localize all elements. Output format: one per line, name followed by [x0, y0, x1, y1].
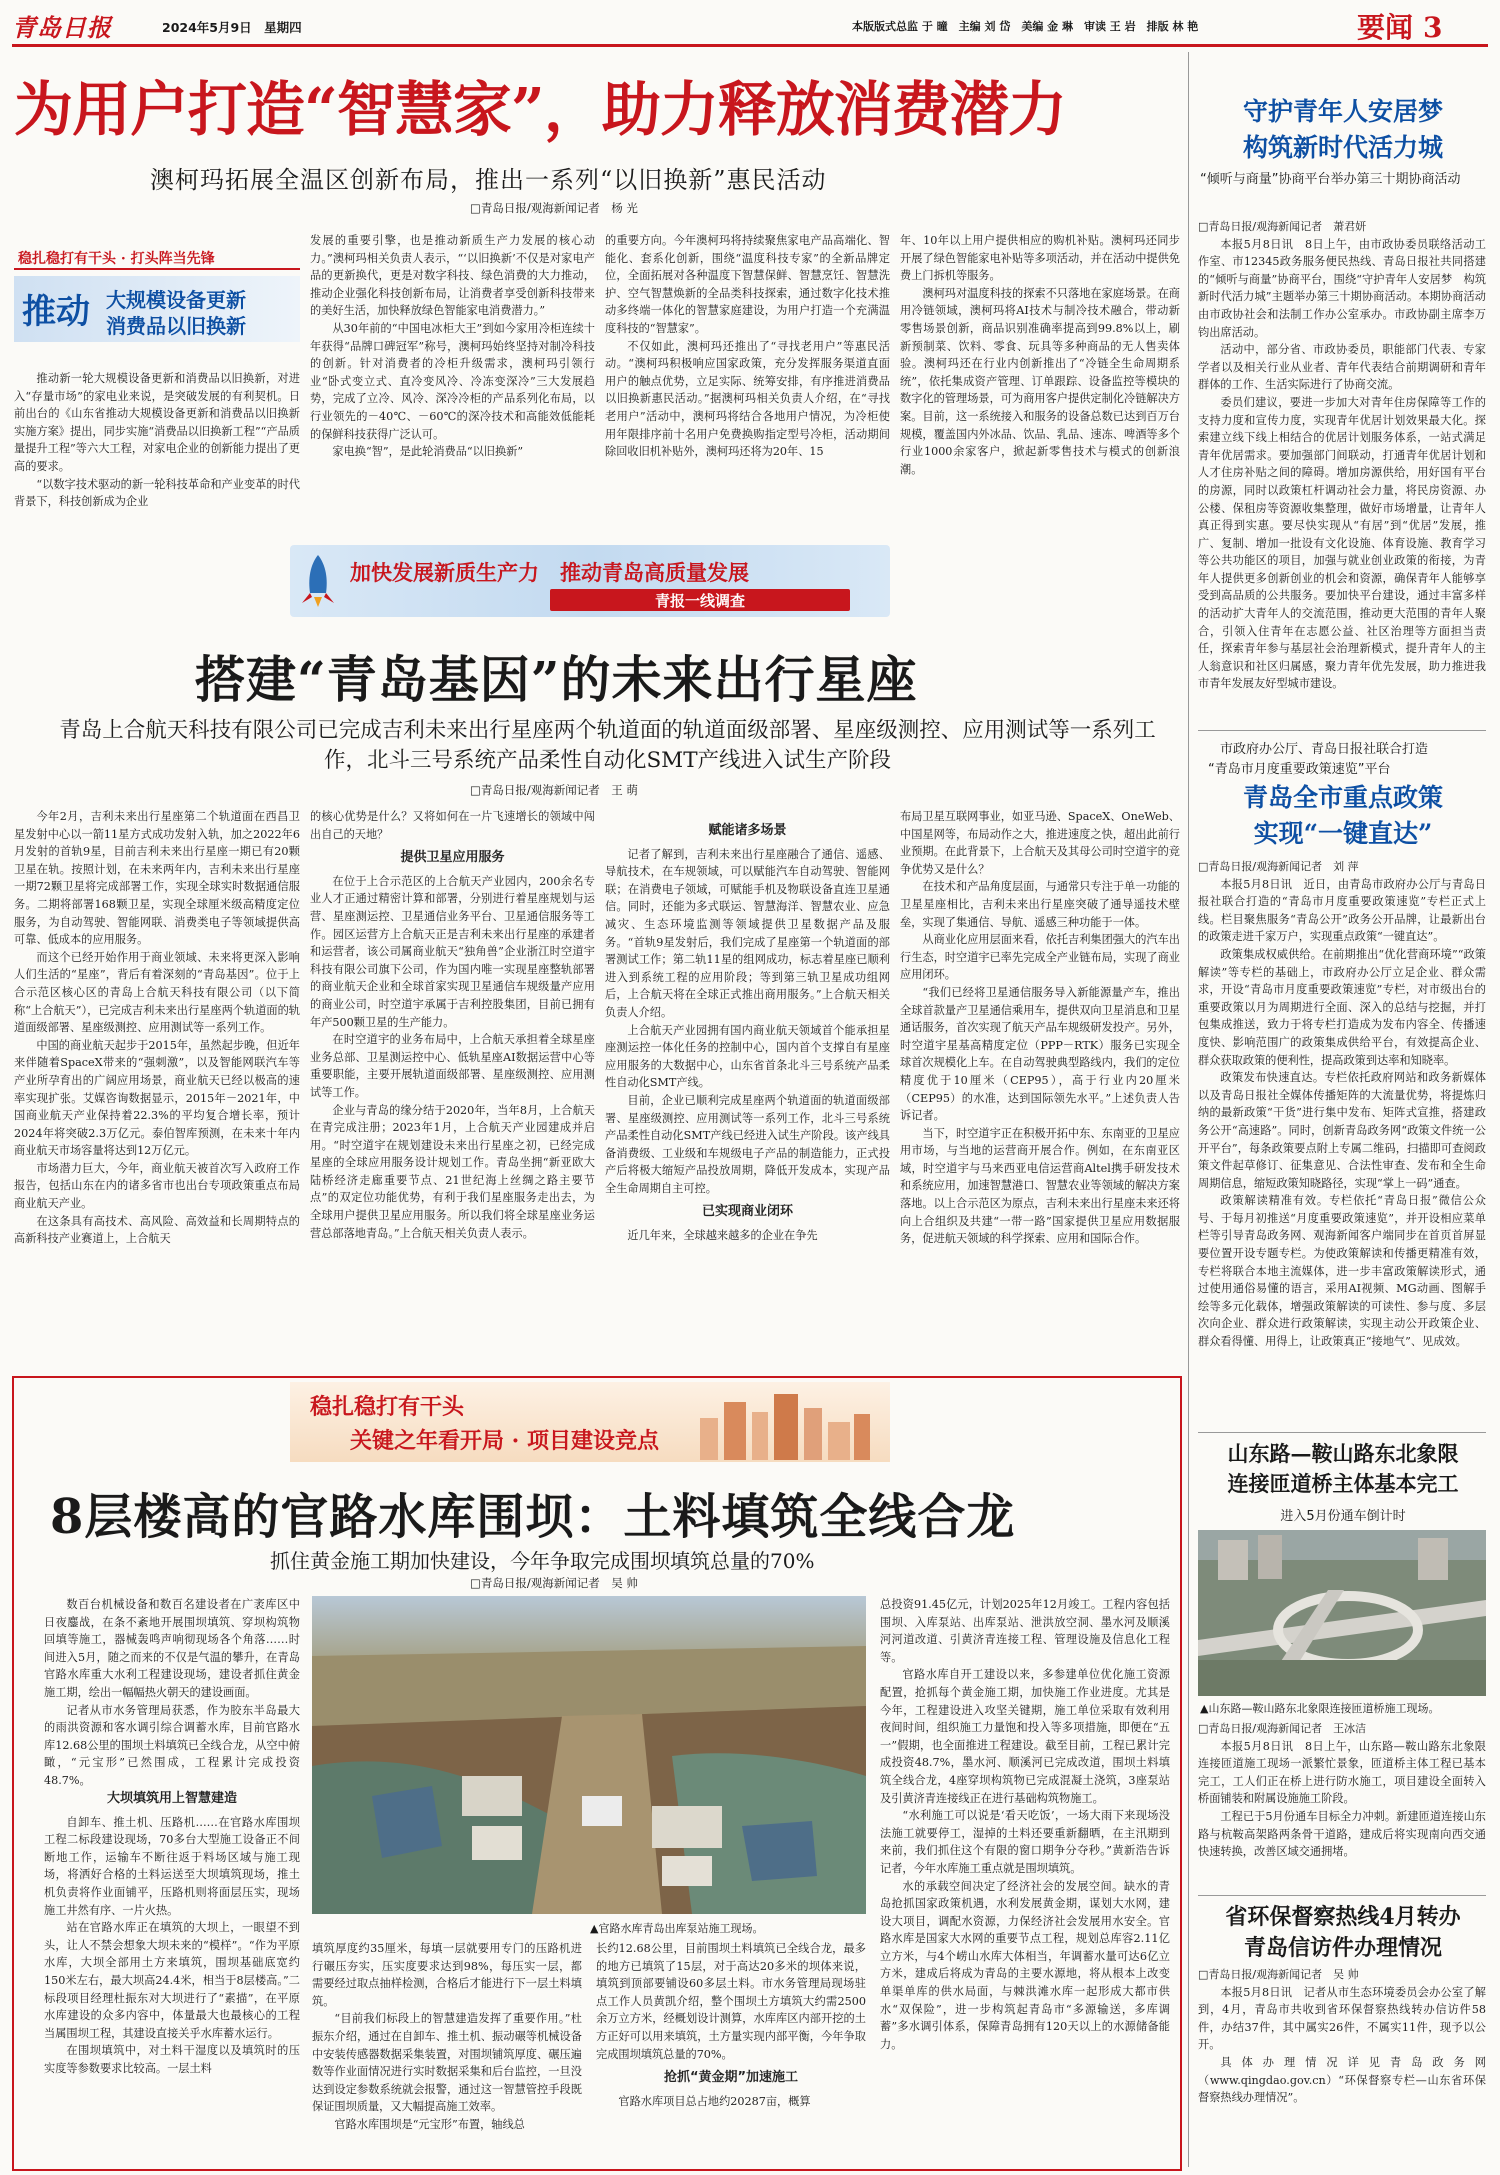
paragraph: 本报5月8日讯 8日上午，由市政协委员联络活动工作室、市12345政务服务便民热线、青岛日报社共同搭建的“倾听与商量”协商平台，围绕“守护青年人安居梦 构筑新时代活力城”主题举办第三十期协商活动。本期协商活动由市政协社会和法制工作办公室承办。市政协副主席李万钧出席活动。 [1198, 237, 1486, 339]
paragraph: 记者了解到，吉利未来出行星座融合了通信、遥感、导航技术，在车规领域，可以赋能汽车自动驾驶、智能网联；在消费电子领域，可赋能手机及物联设备直连卫星通信。同时，还能为多式联运、智慧海洋、智慧农业、应急减灾、生态环境监测等领域提供卫星数据产品及服务。“首轨9星发射后，我们完成了星座第一个轨道面的部署测试工作；第二轨11星的组网成功，标志着星座已顺利进入到系统工程的应用阶段；等到第三轨卫星成功组网后，上合航天将在全球正式推出商用服务。”上合航天相关负责人介绍。 [605, 847, 890, 1019]
paragraph: 从商业化应用层面来看，依托吉利集团强大的汽车出行生态，时空道宇已率先完成全产业链布局，实现了商业应用闭环。 [900, 933, 1180, 982]
paragraph: 不仅如此，澳柯玛还推出了“寻找老用户”等惠民活动。“澳柯玛积极响应国家政策，充分发挥服务渠道直面用户的触点优势，立足实际、统筹安排，有序推进消费品以旧换新惠民活动。”据澳柯玛相关负责人介绍，在“寻找老用户”活动中，澳柯玛将结合各地用户情况，为冷柜使用年限排序前十名用户免费换购指定型号冷柜，活动期间除回收旧机补贴外，澳柯玛还将为20年、15 [605, 339, 890, 459]
paragraph: 的重要方向。今年澳柯玛将持续聚焦家电产品高端化、智能化、套系化创新，围绕“温度科技专家”的全新品牌定位，全面拓展对各种温度下智慧保鲜、智慧烹饪、智慧洗护、空气智慧焕新的全品类科技探索，通过数字化技术推动多终端一体化的智慧家庭建设，为用户打造一个充满温度科技的“智慧家”。 [605, 234, 890, 335]
paragraph: 今年2月，吉利未来出行星座第二个轨道面在西昌卫星发射中心以一箭11星方式成功发射入轨，加之2022年6月发射的首轨9星，目前吉利未来出行星座一期已有20颗卫星在轨。按照计划，在未来两年内，吉利未来出行星座一期72颗卫星将完成部署工作，实现全球实时数据通信服务。二期将部署168颗卫星，实现全球厘米级高精度定位服务，为自动驾驶、智能网联、消费类电子等领域提供高可靠、低成本的应用服务。 [14, 810, 300, 947]
s2-subheadline: 青岛上合航天科技有限公司已完成吉利未来出行星座两个轨道面的轨道面级部署、星座级测控、应用测试等一系列工作，北斗三号系统产品柔性自动化SMT产线进入试生产阶段 [59, 718, 1156, 773]
banner-line-1: 大规模设备更新 [106, 288, 246, 312]
main-col-1 [14, 370, 300, 530]
paragraph: 家电换“智”，是此轮消费品“以旧换新” [332, 445, 524, 459]
main-col-4 [900, 232, 1180, 532]
paragraph: 近几年来，全球越来越多的企业在争先 [627, 1229, 818, 1243]
byline: □青岛日报/观海新闻记者 萧君妍 [1198, 220, 1367, 233]
paragraph: 水的承载空间决定了经济社会的发展空间。缺水的青岛抢抓国家政策机遇，水利发展黄金期，谋划大水网，建设大项目，调配水资源，力保经济社会发展用水安全。官路水库是国家大水网的重要节点工程，规划总库容2.11亿立方米，与4个崂山水库大体相当，年调蓄水量可达6亿立方米，建成后将成为青岛的主要水源地，将从根本上改变单渠单库的供水局面，与棘洪滩水库一起形成大都市供水“双保险”，进一步构筑起青岛市“多源输送，多库调蓄”多水调引体系，保障青岛拥有120天以上的水源储备能力。 [880, 1879, 1170, 2051]
byline: □青岛日报/观海新闻记者 刘 萍 [1198, 860, 1359, 873]
paragraph: 记者从市水务管理局获悉，作为胶东半岛最大的雨洪资源和客水调引综合调蓄水库，目前官路水库12.68公里的围坝土料填筑已全线合龙，从空中俯瞰，“元宝形”已然围成，工程累计完成投资48.7%。 [44, 1703, 300, 1787]
header-rule [12, 44, 1488, 47]
s3-col-1-top [44, 1596, 300, 1787]
paragraph: 在位于上合示范区的上合航天产业园内，200余名专业人才正通过精密计算和部署，分别进行着星座规划与运营、星座测运控、卫星通信业务平台、卫星通信服务等工作。园区运营方上合航天正是吉利未来出行星座的承建者和运营者，该公司属商业航天“独角兽”企业浙江时空道宇科技有限公司旗下公司，作为国内唯一实现星座整轨部署的商业航天企业和全球首家实现卫星通信车规级量产应用的商业公司，时空道宇承属于吉利控股集团，目前已拥有年产500颗卫星的生产能力。 [310, 874, 595, 1029]
paragraph: 具体办理情况详见青岛政务网（www.qingdao.gov.cn）“环保督察专栏—山东省环保督察热线办理情况”。 [1198, 2055, 1486, 2105]
paragraph: 本报5月8日讯 近日，由青岛市政府办公厅与青岛日报社联合打造的“青岛市月度重要政策速览”专栏正式上线。栏目聚焦服务“青岛公开”政务公开品牌，让最新出台的政策走进千家万户，实现重点政策“一键直达”。 [1198, 877, 1486, 944]
paragraph: 在围坝填筑中，对土料干湿度以及填筑时的压实度等参数要求比较高。一层土料 [44, 2044, 300, 2075]
subheading: 已实现商业闭环 [701, 1204, 793, 1220]
paragraph: 委员们建议，要进一步加大对青年住房保障等工作的支持力度和宣传力度，实现青年优居计划效果最大化。探索建立线下线上相结合的优居计划服务体系，一站式满足青年优居需求。要加强部门间联动，打通青年优居计划和人才住房补贴之间的障碍。增加房源供给，用好国有平台的房源，同时以政策杠杆调动社会力量，将民房资源、办公楼、保租房等资源收集整理，做好市场增量，让青年人真正得到实惠。要尽快实现从“有居”到“优居”发展，推广、复制、增加一批设有文化设施、体育设施、教育学习等公共功能区的项目，加强与就业创业政策的衔接，为青年人提供更多创新创业的机会和资源，确保青年人能够享受到高品质的公共服务。要加快平台建设，通过丰富多样的活动扩大青年人的交流范围，推动更大范围的青年人聚合，引领入住青年在志愿公益、社区治理等方面担当责任，探索青年参与基层社会治理新模式，提升青年人的主人翁意识和社区归属感，聚力青年优先发展，助力推进我市青年发展友好型城市建设。 [1198, 395, 1486, 691]
building-skyline-graphic [690, 1388, 880, 1460]
title-line: 省环保督察热线4月转办 [1225, 1904, 1461, 1930]
paragraph: 官路水库自开工建设以来，多参建单位优化施工资源配置，抢抓每个黄金施工期，加快施工作业进度。尤其是今年，工程建设进入攻坚关键期，施工单位采取有效利用夜间时间，组织施工力量饱和投入等多项措施，即便在“五一”假期，也全面推进工程建设。截至目前，工程已累计完成投资48.7%，墨水河、顺溪河已完成改道，围坝土料填筑全线合龙，4座穿坝构筑物已完成混凝土浇筑，3座泵站及引黄济青连接线正在进行基础构筑物施工。 [880, 1668, 1170, 1805]
s3-banner [290, 1380, 890, 1470]
right-article-4-title [1198, 1900, 1488, 1962]
paragraph: 年、10年以上用户提供相应的购机补贴。澳柯玛还同步开展了绿色智能家电补贴等多项活动，并在活动中提供免费上门拆机等服务。 [900, 234, 1180, 283]
paragraph: 本报5月8日讯 8日上午，山东路—鞍山路东北象限连接匝道施工现场一派繁忙景象，匝道桥主体工程已基本完工，工人们正在桥上进行防水施工，项目建设全面转入桥面铺装和附属设施施工阶段。 [1198, 1739, 1486, 1806]
policy-banner [14, 248, 300, 364]
s3-subheadline: 抓住黄金施工期加快建设，今年争取完成围坝填筑总量的70% [270, 1549, 815, 1573]
right-column-divider [1188, 52, 1189, 2167]
s3-byline: □青岛日报/观海新闻记者 吴 帅 [470, 1576, 638, 1590]
title-line: 守护青年人安居梦 [1242, 97, 1443, 126]
paragraph: 市场潜力巨大，今年，商业航天被首次写入政府工作报告，包括山东在内的诸多省市也出台专项政策重点布局商业航天产业。 [14, 1161, 300, 1211]
s2-col-3 [605, 822, 890, 1368]
right-article-1-title [1198, 92, 1488, 164]
s3-col-1-bottom [44, 1790, 300, 2165]
right-article-2-title [1198, 778, 1488, 850]
paragraph: 活动中，部分省、市政协委员，职能部门代表、专家学者以及相关行业从业者、青年代表结合前期调研和青年群体的工作、生活实际进行了协商交流。 [1198, 343, 1486, 392]
paragraph: 填筑厚度约35厘米，每填一层就要用专门的压路机进行碾压夯实，压实度要求达到98%，每压实一层，都需要经过取点抽样检测，合格后才能进行下一层土料填筑。 [312, 1942, 582, 2008]
reservoir-construction-photo [312, 1596, 866, 1914]
title-line: 连接匝道桥主体基本完工 [1227, 1471, 1459, 1496]
paragraph: 从30年前的“中国电冰柜大王”到如今家用冷柜连续十年获得“品牌口碑冠军”称号，澳柯玛始终坚持对制冷科技的创新。针对消费者的冷柜升级需求，澳柯玛引领行业“卧式变立式、直冷变风冷、冷冻变深冷”三大发展趋势，完成了立冷、风冷、深冷冷柜的产品系列化布局，以行业领先的－40℃、－60℃的深冷技术和高能效低能耗的保鲜科技获得广泛认可。 [310, 321, 595, 441]
photo-caption: ▲官路水库青岛出库泵站施工现场。 [590, 1922, 764, 1935]
byline: □青岛日报/观海新闻记者 王冰洁 [1198, 1722, 1367, 1735]
s2-banner [290, 545, 890, 625]
editorial-staff: 本版版式总监 于 曈 主编 刘 岱 美编 金 琳 审读 王 岩 排版 林 艳 [852, 20, 1199, 33]
byline: □青岛日报/观海新闻记者 吴 帅 [1198, 1968, 1359, 1981]
banner-kicker: 稳扎稳打有干头 · 打头阵当先锋 [18, 251, 215, 267]
right-article-2-kicker-1: 市政府办公厅、青岛日报社联合打造 [1220, 742, 1429, 757]
s2-col-2 [310, 808, 595, 1368]
newspaper-logo: 青岛日报 [12, 13, 112, 42]
paragraph: 自卸车、推土机、压路机……在官路水库围坝工程二标段建设现场，70多台大型施工设备正不间断地工作，运输车不断往返于料场区域与施工现场，将洒好合格的土料运送至大坝填筑现场，推土机负责将作业面铺平，压路机则将面层压实，现场施工井然有序、一片火热。 [44, 1815, 300, 1917]
ramp-bridge-photo [1198, 1530, 1486, 1696]
paragraph: 官路水库围坝是“元宝形”布置，轴线总 [334, 2117, 525, 2131]
paragraph: “我们已经将卫星通信服务导入新能源量产车，推出全球首款量产卫星通信乘用车，提供双向卫星消息和卫星通话服务，首次实现了航天产品车规级研发投产。另外，时空道宇星基高精度定位（PPP－RTK）服务已实现全球首次规模化上车。在自动驾驶典型路线内，我们的定位精度优于10厘米（CEP95），高于行业内20厘米（CEP95）的水准，达到国际领先水平。”上述负责人告诉记者。 [900, 985, 1180, 1123]
title-line: 构筑新时代活力城 [1242, 133, 1443, 162]
s3-banner-line-1: 稳扎稳打有干头 [310, 1394, 465, 1420]
bridge-photo-caption: ▲山东路—鞍山路东北象限连接匝道桥施工现场。 [1200, 1702, 1440, 1715]
s2-col-1 [14, 808, 300, 1368]
paragraph: 在时空道宇的业务布局中，上合航天承担着全球星座业务总部、卫星测运控中心、低轨星座AI数据运营中心等重要职能，主要开展轨道面级部署、星座级测控、应用测试等工作。 [310, 1033, 595, 1099]
paragraph: 布局卫星互联网事业，如亚马逊、SpaceX、OneWeb、中国星网等，布局动作之大，推进速度之快，超出此前行业预期。在此背景下，上合航天及其母公司时空道宇的竞争优势又是什么？ [900, 810, 1180, 876]
paragraph: 在技术和产品角度层面，与通常只专注于单一功能的卫星星座相比，吉利未来出行星座突破了通导遥技术壁垒，实现了集通信、导航、遥感三种功能于一体。 [900, 880, 1180, 929]
paragraph: 目前，企业已顺利完成星座两个轨道面的轨道面级部署、星座级测控、应用测试等一系列工作，北斗三号系统产品柔性自动化SMT产线已经进入试生产阶段。该产线具备消费级、工业级和车规级电子产品的制造能力，正式投产后将极大缩短产品投放周期，降低开发成本，实现产品全生命周期自主可控。 [605, 1093, 890, 1195]
s2-banner-title: 加快发展新质生产力 推动青岛高质量发展 [350, 560, 749, 585]
main-headline: 为用户打造“智慧家”，助力释放消费潜力 [14, 75, 1066, 144]
paragraph: 在这条具有高技术、高风险、高效益和长周期特点的高新科技产业赛道上，上合航天 [14, 1214, 300, 1246]
right-article-3-title [1198, 1438, 1488, 1498]
paragraph: “目前我们标段上的智慧建造发挥了重要作用。”杜振东介绍，通过在自卸车、推土机、振动碾等机械设备中安装传感器数据采集装置，对围坝铺筑厚度、碾压遍数等作业面情况进行实时数据采集和后台监控，一旦没达到设定参数系统就会报警，通过这一智慧管控手段既保证围坝质量，又大幅提高施工效率。 [312, 2012, 582, 2114]
section-label: 要闻 [1357, 11, 1414, 44]
title-line: 青岛信访件办理情况 [1243, 1935, 1442, 1961]
right-article-1-sub: “倾听与商量”协商平台举办第三十期协商活动 [1200, 172, 1461, 187]
s2-headline: 搭建“青岛基因”的未来出行星座 [195, 650, 918, 709]
paragraph: 而这个已经开始作用于商业领域、未来将更深入影响人们生活的“星座”，背后有着深刻的“青岛基因”。位于上合示范区核心区的青岛上合航天科技有限公司（以下简称“上合航天”），已完成吉利未来出行星座两个轨道面的轨道面级部署、星座级测控、应用测试等一系列工作。 [14, 950, 300, 1035]
paragraph: “以数字技术驱动的新一轮科技革命和产业变革的时代背景下，科技创新成为企业 [14, 477, 300, 509]
s3-col-2 [312, 1940, 582, 2165]
main-subheadline: 澳柯玛拓展全温区创新布局，推出一系列“以旧换新”惠民活动 [150, 166, 827, 194]
paragraph: 当下，时空道宇正在积极开拓中东、东南亚的卫星应用市场，与当地的运营商开展合作。例如，在东南亚区域，时空道宇与马来西亚电信运营商Altel携手研发技术和系统应用，加速智慧港口、智慧农业等领域的解决方案落地。以上合示范区为原点，吉利未来出行星座未来还将向上合组织及共建“一带一路”国家提供卫星应用数据服务，促进航天领域的科学探索、应用和国际合作。 [900, 1126, 1180, 1246]
right-article-3-sub: 进入5月份通车倒计时 [1280, 1509, 1406, 1524]
paragraph: 的核心优势是什么？又将如何在一片飞速增长的领域中闯出自己的天地？ [310, 810, 595, 841]
paragraph: 推动新一轮大规模设备更新和消费品以旧换新，对进入“存量市场”的家电业来说，是突破发展的有利契机。日前出台的《山东省推动大规模设备更新和消费品以旧换新实施方案》提出，同步实施“消费品以旧换新工程”“产品质量提升工程”等六大工程，对家电企业的创新能力提出了更高的要求。 [14, 372, 300, 473]
right-article-1-body [1198, 218, 1486, 728]
paragraph: 政策发布快速直达。专栏依托政府网站和政务新媒体以及青岛日报社全媒体传播矩阵的大流量优势，将提炼归纳的最新政策“干货”进行集中发布、矩阵式宣推，搭建政务公开“高速路”。同时，创新青岛政务网“政策文件统一公开平台”，每条政策要点附上专属二维码，扫描即可查阅政策文件起草修订、征集意见、合法性审查、发布和全生命周期信息，缩短政策知晓路径，实现“掌上一码”通查。 [1198, 1071, 1486, 1190]
paragraph: 企业与青岛的缘分结于2020年，当年8月，上合航天在青完成注册；2023年1月，上合航天产业园建成并启用。“时空道宇在规划建设未来出行星座之初，已经完成星座的全球应用服务设计规划工作。青岛坐拥“新亚欧大陆桥经济走廊重要节点、21世纪海上丝绸之路主要节点”的双定位功能优势，有利于我们星座服务走出去，为全球用户提供卫星应用服务。所以我们将全球星座业务运营总部落地青岛。”上合航天相关负责人表示。 [310, 1103, 595, 1240]
title-line: 实现“一键直达” [1253, 819, 1433, 848]
rocket-icon [298, 553, 338, 609]
masthead [12, 6, 1488, 42]
s2-col-4 [900, 808, 1180, 1368]
main-byline: □青岛日报/观海新闻记者 杨 光 [470, 201, 638, 215]
right-article-3-body [1198, 1720, 1486, 1890]
subheading: 大坝填筑用上智慧建造 [106, 1791, 237, 1806]
page-number: 3 [1423, 11, 1443, 44]
paragraph: 总投资91.45亿元，计划2025年12月竣工。工程内容包括围坝、入库泵站、出库泵站、泄洪放空洞、墨水河及顺溪河河道改道、引黄济青连接工程、管理设施及信息化工程等。 [880, 1598, 1170, 1664]
subheading: 抢抓“黄金期”加速施工 [663, 2070, 799, 2086]
right-divider [1198, 1895, 1486, 1896]
s2-tag: 青报一线调查 [654, 592, 745, 610]
right-article-2-kicker-2: “青岛市月度重要政策速览”平台 [1208, 762, 1391, 777]
main-col-3 [605, 232, 890, 532]
s2-byline: □青岛日报/观海新闻记者 王 萌 [470, 783, 638, 797]
paragraph: 发展的重要引擎，也是推动新质生产力发展的核心动力。”澳柯玛相关负责人表示，“‘以旧换新’不仅是对家电产品的更新换代，更是对数字科技、绿色消费的大力推动，推动企业强化科技创新布局，让消费者享受创新科技带来的美好生活，加快释放绿色智能家电消费潜力。” [310, 234, 595, 318]
right-divider [1198, 1432, 1486, 1433]
section-name [1357, 6, 1443, 46]
title-line: 青岛全市重点政策 [1242, 783, 1443, 812]
paragraph: 上合航天产业园拥有国内商业航天领域首个能承担星座测运控一体化任务的控制中心，国内首个支撑自有星座应用服务的大数据中心，山东省首条北斗三号系统产品柔性自动化SMT产线。 [605, 1023, 890, 1090]
paragraph: 本报5月8日讯 记者从市生态环境委员会办公室了解到，4月，青岛市共收到省环保督察热线转办信访件58件，办结37件，其中属实26件，不属实11件，现予以公开。 [1198, 1985, 1486, 2052]
paragraph: 政策解读精准有效。专栏依托“青岛日报”微信公众号、于每月初推送“月度重要政策速览”，并开设相应菜单栏等引导青岛政务网、观海新闻客户端同步在首页首屏显要位置开设专题专栏。为使政策解读和传播更精准有效，专栏将联合本地主流媒体，进一步丰富政策解读形式，通过使用通俗易懂的语言，采用AI视频、MG动画、图解手绘等多元化载体，增强政策解读的可读性、参与度、多层次向企业、群众进行政策解读，实现主动公开政策企业、群众看得懂、用得上，让政策真正“接地气”、见成效。 [1198, 1194, 1486, 1349]
issue-date: 2024年5月9日 星期四 [162, 20, 302, 35]
title-line: 山东路—鞍山路东北象限 [1227, 1441, 1459, 1466]
paragraph: 政策集成权威供给。在前期推出“优化营商环境”“政策解读”等专栏的基础上，市政府办公厅立足企业、群众需求，开设“青岛市月度重要政策速览”专栏，对市级出台的重要政策以月为周期进行全面、深入的总结与挖掘，并打包集成推送，致力于将专栏打造成为发布内容全、传播速度快、影响范围广的政策集成供给平台，有效提高企业、群众获取政策的便利性，提高政策到达率和知晓率。 [1198, 947, 1486, 1067]
subheading: 赋能诸多场景 [708, 823, 787, 838]
right-article-2-body [1198, 858, 1486, 1428]
s3-headline: 8层楼高的官路水库围坝：土料填筑全线合龙 [50, 1489, 1016, 1545]
paragraph: 中国的商业航天起步于2015年，虽然起步晚，但近年来伴随着SpaceX带来的“强刺激”，以及智能网联汽车等产业所孕育出的广阔应用场景，商业航天已经以极高的速率实现扩张。艾媒咨询数据显示，2015年－2021年，中国商业航天产业保持着22.3%的平均复合增长率，预计2024年将突破2.3万亿元。泰伯智库预测，在未来十年内商业航天市场容量将达到12万亿元。 [14, 1038, 300, 1158]
main-col-2 [310, 232, 595, 532]
banner-label-push: 推动 [22, 292, 90, 332]
s3-banner-line-2: 关键之年看开局 · 项目建设竞点 [350, 1428, 659, 1454]
s3-col-3 [596, 1940, 866, 2165]
paragraph: “水利施工可以说是‘看天吃饭’，一场大雨下来现场没法施工就要停工，湿掉的土料还要重新翻晒，在主汛期到来前，我们抓住这个有限的窗口期争分夺秒。”黄新浩告诉记者，今年水库施工重点就是围坝填筑。 [880, 1809, 1170, 1875]
paragraph: 澳柯玛对温度科技的探索不只落地在家庭场景。在商用冷链领域，澳柯玛将AI技术与制冷技术融合，带动新零售场景创新，商品识别准确率提高到99.8%以上，刷新预制菜、饮料、零食、玩具等多种商品的无人售卖体验。澳柯玛还在行业内创新推出了“冷链全生命周期系统”，依托集成资产管理、订单跟踪、设备监控等模块的数字化的管理场景，可为商用客户提供定制化冷链解决方案。目前，这一系统接入和服务的设备总数已达到百万台规模，覆盖国内外冰品、饮品、乳品、速冻、啤酒等多个行业1000余家客户，掀起新零售技术与模式的创新浪潮。 [900, 286, 1180, 476]
right-divider [1198, 730, 1486, 731]
banner-line-2: 消费品以旧换新 [106, 314, 246, 338]
subheading: 提供卫星应用服务 [400, 850, 505, 866]
paragraph: 站在官路水库正在填筑的大坝上，一眼望不到头，让人不禁会想象大坝未来的“模样”。“作为平原水库，大坝全部用土方来填筑，围坝基础底宽约150米左右，最大坝高24.4米，相当于8层楼高。”二标段项目经理杜振东对大坝进行了“素描”，在平原水库建设的众多内容中，体量最大也最核心的工程当属围坝工程，其建设直接关乎水库蓄水运行。 [44, 1921, 300, 2040]
paragraph: 长约12.68公里，目前围坝土料填筑已全线合龙，最多的地方已填筑了15层，对于高达20多米的坝体来说，填筑到顶部要铺设60多层土料。市水务管理局现场驻点工作人员黄凯介绍，整个围坝土方填筑大约需2500余万立方米，经概划设计测算，水库库区内部开挖的土方正好可以用来填筑，土方量实现内部平衡，今年争取完成围坝填筑总量的70%。 [596, 1942, 866, 2061]
right-article-4-body [1198, 1966, 1486, 2166]
paragraph: 工程已于5月份通车目标全力冲刺。新建匝道连接山东路与杭鞍高架路两条骨干道路，建成后将实现南向西交通快速转换，改善区域交通拥堵。 [1198, 1809, 1486, 1859]
paragraph: 数百台机械设备和数百名建设者在广袤库区中日夜鏖战，在条不紊地开展围坝填筑、穿坝构筑物回填等施工，器械轰鸣声响彻现场各个角落……时间进入5月，随之而来的不仅是气温的攀升，在青岛官路水库重大水利工程建设现场，建设者抓住黄金施工期，绘出一幅幅热火朝天的建设画面。 [44, 1598, 300, 1699]
s3-col-4 [880, 1596, 1170, 2166]
paragraph: 官路水库项目总占地约20287亩，概算 [618, 2094, 811, 2108]
